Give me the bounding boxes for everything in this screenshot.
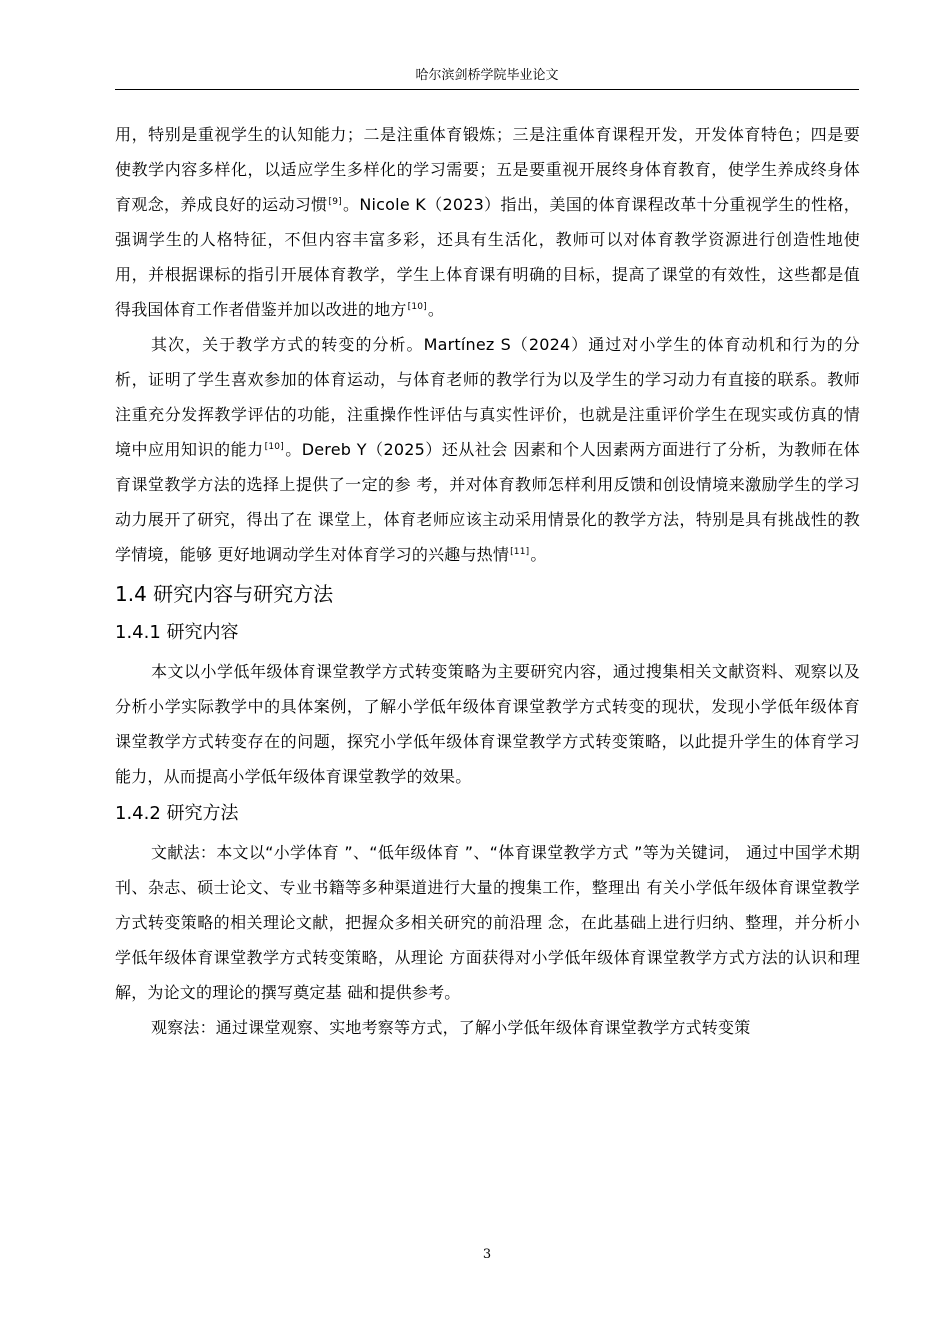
paragraph-literature-method: 文献法：本文以“小学体育 ”、“低年级体育 ”、“体育课堂教学方式 ”等为关键词， 通过中国学术期刊、杂志、硕士论文、专业书籍等多种渠道进行大量的搜集工作，整理出 有关小学低年级体育课堂教学方式转变策略的相关理论文献，把握众多相关研究的前沿理 念，在此基础上进行归纳、整理，并分析小学低年级体育课堂教学方式转变策略，从理论 方面获得对小学低年级体育课堂教学方式方法的认识和理解，为论文的理论的撰写奠定基 础和提供参考。 [115, 843, 860, 1002]
citation-ref-10: [10] [407, 301, 427, 312]
paragraph-observation-method: 观察法：通过课堂观察、实地考察等方式，了解小学低年级体育课堂教学方式转变策 [151, 1018, 751, 1037]
paragraph-text: 。Nicole K（2023）指出，美国的体育课程改革十分重视学生的性格，强调学生的人格特征，不但内容丰富多彩，还具有生活化，教师可以对体育教学资源进行创造性地使用，并根据课标的指引开展体育教学，学生上体育课有明确的目标，提高了课堂的有效性，这些都是值得我国体育工作者借鉴并加以改进的地方 [115, 195, 860, 319]
paragraph-teaching-method-analysis [115, 327, 860, 572]
citation-ref-10: [10] [264, 441, 284, 452]
header-divider [115, 89, 859, 90]
paragraph-text: 其次，关于教学方式的转变的分析。Martínez S（2024）通过对小学生的体育动机和行为的分析，证明了学生喜欢参加的体育运动，与体育老师的教学行为以及学生的学习动力有直接的联系。教师注重充分发挥教学评估的功能，注重操作性评估与真实性评价，也就是注重评价学生在现实或仿真的情境中应用知识的能力 [115, 335, 860, 459]
page-header-title: 哈尔滨剑桥学院毕业论文 [415, 68, 559, 83]
section-heading-1-4: 1.4 研究内容与研究方法 [115, 582, 334, 606]
citation-ref-9: [9] [328, 196, 342, 207]
paragraph-text: 。Dereb Y（2025）还从社会 因素和个人因素两方面进行了分析，为教师在体育课堂教学方法的选择上提供了一定的参 考，并对体育教师怎样利用反馈和创设情境来激励学生的学习动力展开了研究，得出了在 课堂上，体育老师应该主动采用情景化的教学方法，特别是具有挑战性的教学情境，能够 更好地调动学生对体育学习的兴趣与热情 [115, 440, 860, 564]
paragraph-us-curriculum [115, 117, 860, 327]
subsection-heading-1-4-2: 1.4.2 研究方法 [115, 803, 239, 824]
citation-ref-11: [11] [510, 546, 530, 557]
paragraph-text: 用，特别是重视学生的认知能力；二是注重体育锻炼；三是注重体育课程开发，开发体育特色；四是要使教学内容多样化，以适应学生多样化的学习需要；五是要重视开展终身体育教育，使学生养成终身体育观念，养成良好的运动习惯 [115, 125, 860, 214]
paragraph-text: 。 [427, 300, 445, 319]
paragraph-text: 。 [530, 545, 547, 564]
document-body [115, 117, 860, 1045]
page-number: 3 [482, 1247, 492, 1262]
subsection-heading-1-4-1: 1.4.1 研究内容 [115, 622, 239, 643]
paragraph-research-content: 本文以小学低年级体育课堂教学方式转变策略为主要研究内容，通过搜集相关文献资料、观察以及分析小学实际教学中的具体案例，了解小学低年级体育课堂教学方式转变的现状，发现小学低年级体育课堂教学方式转变存在的问题，探究小学低年级体育课堂教学方式转变策略，以此提升学生的体育学习能力，从而提高小学低年级体育课堂教学的效果。 [115, 662, 860, 786]
